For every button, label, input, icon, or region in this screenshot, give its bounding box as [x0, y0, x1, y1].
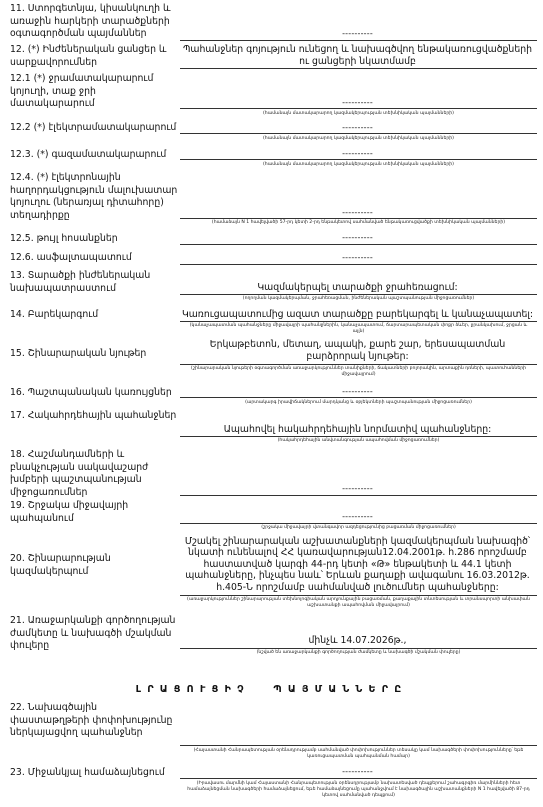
- field-hint: (Հայաստանի Հանրապետության օրենսդրությամբ սահմանված փոփոխություններ տեսակը կամ նախագծերի փոփոխությունները՝ եթե կառուցապատման պահպանման համար): [193, 748, 524, 759]
- field-hint: (համանայն մատակարարող կազմակերպության տեխնիկական պայմանների): [263, 162, 454, 167]
- row-label: 11. Ստորգետնյա, կիսանկուղի և առաջին հարկերի տարածքների օգտագործման պայմաններ: [10, 3, 171, 40]
- fill-line: [180, 264, 537, 265]
- fill-line: [180, 218, 537, 219]
- row-label: 15. Շինարարական նյութեր: [10, 348, 147, 359]
- fill-line: [180, 397, 537, 398]
- row-value: ----------: [342, 149, 373, 158]
- row-label: 19. Շրջակա միջավայրի պահպանում: [10, 500, 129, 524]
- field-hint: (ողողման կազմակերպման, ջրահեռացման, ինժեներական պաշտպանության միջոցառումներ): [242, 296, 475, 301]
- fill-line: [180, 745, 537, 746]
- field-hint: (համանայն մատակարարող կազմակերպության տեխնիկական պայմանների): [263, 136, 454, 141]
- fill-line: [180, 364, 537, 365]
- field-hint: (համանայն մատակարարող կազմակերպության տեխնիկական պայմանների): [263, 111, 454, 116]
- fill-line: [180, 133, 537, 134]
- row-value: ----------: [342, 123, 373, 132]
- fill-line: [180, 648, 537, 649]
- fill-line: [180, 595, 537, 596]
- row-label: 12.5. թույլ հոսանքներ: [10, 233, 118, 244]
- row-label: 17. Հակահրդեհային պահանջներ: [10, 410, 177, 421]
- row-value: Կազմակերպել տարածքի ջրահեռացում:: [257, 282, 458, 293]
- row-label: 12.2 (*) էլեկտրամատակարարում: [10, 122, 177, 133]
- field-hint: (հակահրդեհային անվտանգության ապահովման միջոցառումներ): [277, 438, 440, 443]
- row-value: ----------: [342, 512, 373, 521]
- section-heading: ԼՐԱՑՈՒՑԻՉ ՊԱՅՄԱՆՆԵՐԸ: [135, 684, 408, 695]
- row-value: ----------: [342, 98, 373, 107]
- row-value: ----------: [342, 29, 373, 38]
- row-value: Պահանջներ գոյություն ունեցող և նախագծվող ենթակառուցվածքների ու ցանցերի նկատմամբ: [182, 44, 533, 67]
- field-hint: (շրջակա միջավայրի վտանգավոր ազդեցությունից բացառման միջոցառումներ): [261, 525, 456, 530]
- fill-line: [180, 159, 537, 160]
- row-label: 13. Տարածքի ինժեներական նախապատրաստում: [10, 270, 151, 294]
- row-value: ----------: [342, 767, 373, 776]
- field-hint: (արտակարգ իրավիճակներում մարդկանց և օբյեկտների պաշտպանության միջոցառումներ): [245, 400, 472, 405]
- fill-line: [180, 321, 537, 322]
- row-value: ----------: [342, 387, 373, 396]
- fill-line: [180, 436, 537, 437]
- field-hint: (Իրավասու մարմնի կամ Հայաստանի Հանրապետության օրենսդրությամբ նախատեսված դեպքերում շահագրգիռ մարմինների հետ համաձայնեցման նախագծերի համաձայնեցում, եթե համաձայնեցումը պահանջվում է նախագծային աշխատանքների N 1 հավելվածի 87-րդ կետով սահմանված դեպքում): [187, 781, 530, 798]
- row-value: Մշակել շինարարական աշխատանքների կազմակերպման նախագիծ՝ նկատի ունենալով ՀՀ կառավարության12.04.2001թ. հ.286 որոշմամբ հաստատված կարգի 44-րդ կետի «Թ» ենթակետի և 44.1 կետի պահանջները, ինչպես նաև՝ Երևան քաղաքի ավագանու 16.03.2012թ. հ.405-Ն որոշմամբ սահմանված լուծումներ պահանջները:: [184, 536, 531, 593]
- fill-line: [180, 244, 537, 245]
- row-label: 22. Նախագծային փաստաթղթերի փոփոխությունը ներկայացվող պահանջներ: [10, 702, 173, 739]
- row-value: ----------: [342, 484, 373, 493]
- row-label: 12.3. (*) գազամատակարարում: [10, 149, 167, 160]
- row-value: Կառուցապատումից ազատ տարածքը բարեկարգել և կանաչապատել:: [181, 309, 534, 320]
- row-label: 12.6. ասֆալտապատում: [10, 252, 132, 263]
- row-label: 23. Միջանկյալ համաձայնեցում: [10, 767, 165, 778]
- field-hint: (համաձայն N 1 հավելվածի 57-րդ կետի 2-րդ ենթակետով սահմանված ենթակառուցվածքի տեխնիկական պայմանների): [211, 220, 506, 225]
- field-hint: (շինարարական նյութերի օգտագործման առաջարկություններ տանիքների, ճակատների բոլորակին, արտաքին դռների, պատուհանների միջավայրում): [190, 366, 527, 377]
- row-label: 20. Շինարարության կազմակերպում: [10, 553, 111, 577]
- row-value: ----------: [342, 233, 373, 242]
- fill-line: [180, 778, 537, 779]
- row-value: Ապահովել հակահրդեհային նորմատիվ պահանջները:: [223, 424, 492, 435]
- row-label: 12.1 (*) ջրամատակարարում կոյուղի, տաք ջրի մատակարարում: [10, 73, 154, 110]
- row-label: 12.4. (*) էլեկտրոնային հաղորդակցություն մալուխատար կոյուղու (ներառյալ դիտահորը) տեղադիրքը: [10, 172, 178, 221]
- row-label: 12. (*) Ինժեներական ցանցեր և սարքավորումներ: [10, 44, 167, 68]
- fill-line: [180, 40, 537, 41]
- row-label: 21. Առաջարկանքի գործողության ժամկետը և նախագծի մշակման փուլերը: [10, 615, 176, 652]
- row-value: Երկաթբետոն, մետաղ, ապակի, քարե շար, երեսապատման բարձրորակ նյութեր:: [209, 339, 506, 362]
- row-label: 16. Պաշտպանական կառույցներ: [10, 387, 172, 398]
- fill-line: [180, 495, 537, 496]
- field-hint: (առաջարկություններ շինարարության տեխնոլոգիական արդյունքային բացառման, քաղաքային տնտեսության և տրանսպորտի անխափան աշխատանքի ապահովման միջավայրում): [187, 597, 530, 608]
- field-hint: (նշված են առաջարկանքի գործողության ժամկետը և նախագծի մշակման փուլերը): [256, 650, 461, 655]
- row-label: 18. Հաշմանդամների և բնակչության սակավաշարժ խմբերի պաշտպանության միջոցառումներ: [10, 449, 149, 498]
- fill-line: [180, 108, 537, 109]
- row-value: ----------: [342, 208, 373, 217]
- row-label: 14. Բարեկարգում: [10, 309, 99, 320]
- fill-line: [180, 294, 537, 295]
- row-value: մինչև 14.07.2026թ.,: [308, 635, 407, 646]
- fill-line: [180, 68, 537, 69]
- fill-line: [180, 523, 537, 524]
- row-value: ----------: [342, 253, 373, 262]
- field-hint: (կանաչապատման պահանջները միջավայրի պահանջներին, կանաչապատում, ճարտարապետական փոքր ձևեր, ջրանկախում, ջրցան և այլն): [189, 323, 528, 334]
